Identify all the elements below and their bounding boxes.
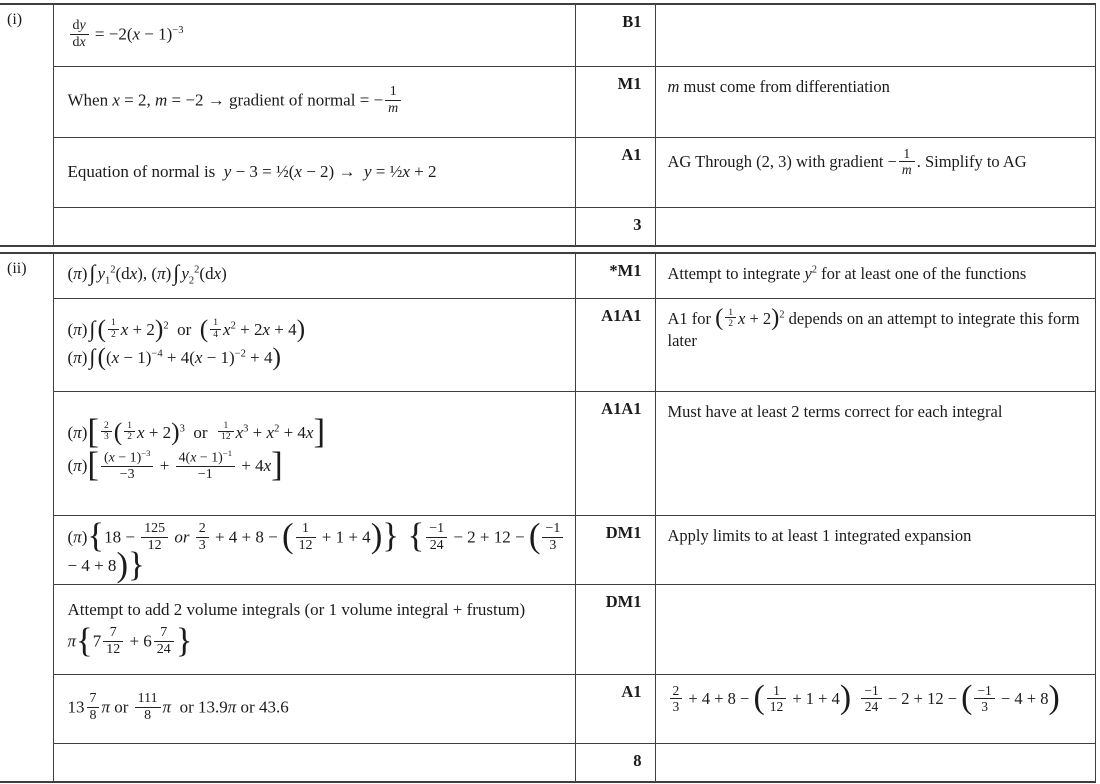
- mark-cell: B1: [575, 4, 655, 66]
- mark-scheme-row: [0, 515, 1095, 584]
- mark-cell: A1A1: [575, 391, 655, 515]
- working-cell: $\frac{dy}{dx}$ = $-2(x - 1)^{-3}$: [53, 4, 575, 66]
- mark-scheme-row: [0, 391, 1095, 515]
- comment-cell: A1 for ( $\frac{1}{2}$ x + 2)$^2$ depends on an attempt to integrate this form later: [655, 298, 1095, 391]
- mark-cell: *M1: [575, 253, 655, 298]
- mark-scheme-row: [0, 584, 1095, 674]
- comment-cell: Apply limits to at least 1 integrated expansion: [655, 515, 1095, 584]
- working-cell: (π)[ $\frac{2}{3}$ ( $\frac{1}{2}$ x + 2)$^3$ or $\frac{1}{12}$ $x^3 + x^2 + 4x$] (π)[ $\frac{(x - 1)^{-3}}{-3}$ + $\frac{4(x - 1)^{-1}}{-1}$ + 4x]: [53, 391, 575, 515]
- mark-cell: A1A1: [575, 298, 655, 391]
- part-label: (i): [0, 4, 53, 246]
- working-cell: (π){18 − $\frac{125}{12}$ or $\frac{2}{3}$ + 4 + 8 − ( $\frac{1}{12}$ + 1 + 4)} { $\frac{-1}{24}$ − 2 + 12 − ( $\frac{-1}{3}$ − 4 + 8)}: [53, 515, 575, 584]
- mark-cell: A1: [575, 674, 655, 743]
- mark-scheme-row: [0, 137, 1095, 207]
- mark-cell: A1: [575, 137, 655, 207]
- mark-scheme-row: [0, 298, 1095, 391]
- mark-scheme-row: [0, 66, 1095, 137]
- mark-cell: M1: [575, 66, 655, 137]
- comment-cell: m must come from differentiation: [655, 66, 1095, 137]
- mark-cell: 3: [575, 207, 655, 246]
- comment-cell: Attempt to integrate $y^2$ for at least one of the functions: [655, 253, 1095, 298]
- mark-scheme-part-table: [0, 252, 1096, 783]
- mark-cell: 8: [575, 743, 655, 782]
- mark-cell: DM1: [575, 515, 655, 584]
- working-cell: When x = 2, m = −2 → gradient of normal = − $\frac{1}{m}$: [53, 66, 575, 137]
- comment-cell: [655, 584, 1095, 674]
- mark-scheme-row: [0, 253, 1095, 298]
- comment-cell: [655, 207, 1095, 246]
- mark-scheme-part-table: [0, 3, 1096, 247]
- comment-cell: AG Through (2, 3) with gradient − $\frac{1}{m}$ . Simplify to AG: [655, 137, 1095, 207]
- comment-cell: [655, 743, 1095, 782]
- working-cell: Attempt to add 2 volume integrals (or 1 volume integral + frustum) π{7 $\frac{7}{12}$ + 6 $\frac{7}{24}$ }: [53, 584, 575, 674]
- mark-scheme-row: [0, 207, 1095, 246]
- part-label: (ii): [0, 253, 53, 782]
- comment-cell: $\frac{2}{3}$ + 4 + 8 − ( $\frac{1}{12}$ + 1 + 4) $\frac{-1}{24}$ − 2 + 12 − ( $\frac{-1}{3}$ − 4 + 8): [655, 674, 1095, 743]
- working-cell: [53, 207, 575, 246]
- mark-scheme-row: [0, 4, 1095, 66]
- comment-cell: Must have at least 2 terms correct for each integral: [655, 391, 1095, 515]
- working-cell: 13 $\frac{7}{8}$ π or $\frac{111}{8}$ π or 13.9π or 43.6: [53, 674, 575, 743]
- working-cell: (π)∫ $y_1^2(dx)$, (π)∫ $y_2^2(dx)$: [53, 253, 575, 298]
- mark-scheme-row: [0, 743, 1095, 782]
- mark-scheme-row: [0, 674, 1095, 743]
- working-cell: Equation of normal is y − 3 = ½(x − 2) → y = ½x + 2: [53, 137, 575, 207]
- working-cell: [53, 743, 575, 782]
- mark-cell: DM1: [575, 584, 655, 674]
- working-cell: (π)∫( $\frac{1}{2}$ x + 2)$^2$ or ( $\frac{1}{4}$ $x^2 + 2x + 4$) $(\pi)\int((x - 1)^{-4} + 4(x - 1)^{-2} + 4)$: [53, 298, 575, 391]
- comment-cell: [655, 4, 1095, 66]
